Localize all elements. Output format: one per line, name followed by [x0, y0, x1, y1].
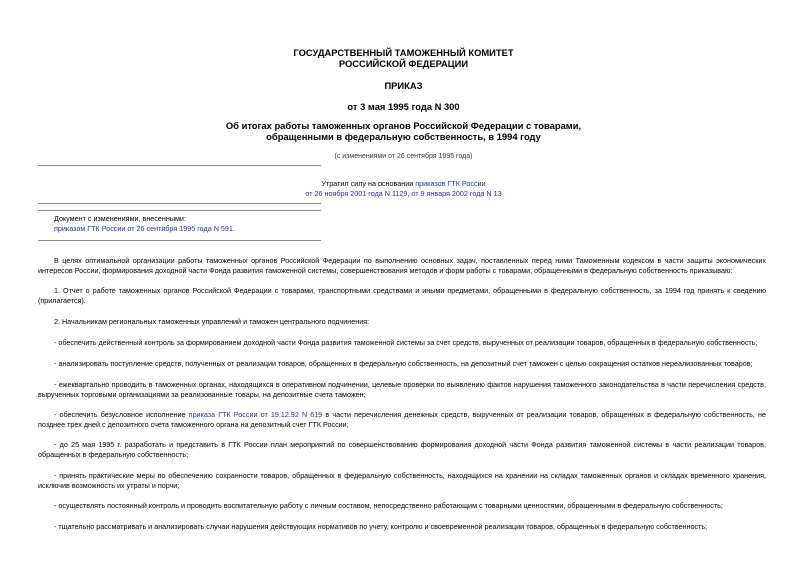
bullet-7: - осуществлять постоянный контроль и проводить воспитательную работу с личным составом, непосредственно работающим с товарными ценностями, обращенными в федеральную собственность; — [54, 501, 723, 510]
divider-3 — [38, 210, 321, 211]
doc-title-line2: обращенными в федеральную собственность, в 1994 году — [266, 131, 541, 142]
divider-2 — [38, 203, 321, 204]
bullet-6: - принять практические меры по обеспечению сохранности товаров, обращенных в федеральную собственность, находящихся на хранении на складах таможенных органов и складах временного хранения, исключив возможность их утраты и порчи; — [38, 471, 766, 490]
order-619-link[interactable]: приказа ГТК России от 19.12.92 N 619 — [188, 410, 323, 419]
bullet-3: - ежеквартально проводить в таможенных органах, находящихся в оперативном подчинении, целевые проверки по выявлению фактов нарушения таможенного законодательства в части перечисления средств, вырученных торговыми организациями за реализованные товары, на депозитные счета таможен; — [38, 380, 766, 399]
bullet-1: - обеспечить действенный контроль за формированием доходной части Фонда развития таможенной системы за счет средств, вырученных от реализации товаров, обращенных в федеральную собственность; — [54, 338, 758, 347]
changes-note: (с изменениями от 26 сентября 1995 года) — [334, 153, 473, 160]
org-name-line2: РОССИЙСКОЙ ФЕДЕРАЦИИ — [338, 58, 469, 69]
paragraph-2: 2. Начальникам региональных таможенных управлений и таможен центрального подчинения: — [54, 317, 370, 326]
doc-title-line1: Об итогах работы таможенных органов Российской Федерации с товарами, — [225, 120, 582, 131]
bullet-4-text: в части перечисления денежных средств, вырученных от реализации товаров, обращенных в федеральную собственность, не позднее трех дней с депозитного счета таможенного органа на депозитный счет ГТК России; — [38, 410, 767, 429]
amended-suffix: . — [232, 224, 235, 233]
bullet-4 — [38, 410, 766, 429]
amended-by — [54, 224, 235, 234]
repeal-status-line2 — [0, 189, 807, 199]
repeal-link-dates[interactable]: от 26 ноября 2001 года N 1129, от 9 января 2002 года N 13 — [305, 189, 502, 198]
bullet-4-prefix: - обеспечить безусловное исполнение — [54, 410, 189, 419]
doc-date: от 3 мая 1995 года N 300 — [347, 101, 460, 112]
repeal-prefix: Утратил силу на основании — [321, 179, 416, 188]
divider-4 — [38, 240, 321, 241]
bullet-2: - анализировать поступление средств, полученных от реализации товаров, обращенных в федеральную собственность, на депозитный счет таможен с целью сокращения остатков нереализованных товаров; — [54, 359, 753, 368]
intro-paragraph: В целях оптимальной организации работы таможенных органов Российской Федерации по выполнению основных задач, поставленных перед ними Таможенным кодексом в части защиты экономических интересов России, формирования доходной части Фонда развития таможенной системы, совершенствования методов и форм работы с товарами, обращенными в федеральную собственность приказываю: — [38, 256, 766, 275]
doc-type: ПРИКАЗ — [384, 80, 423, 91]
bullet-5: - до 25 мая 1995 г. разработать и представить в ГТК России план мероприятий по совершенствованию формирования доходной части Фонда развития таможенной системы в части реализации товаров, обращенных в федеральную собственность; — [38, 440, 766, 459]
org-name-line1: ГОСУДАРСТВЕННЫЙ ТАМОЖЕННЫЙ КОМИТЕТ — [293, 47, 514, 58]
divider-1 — [38, 165, 321, 166]
paragraph-1: 1. Отчет о работе таможенных органов Российской Федерации с товарами, транспортными средствами и иными предметами, обращенными в федеральную собственность, за 1994 год принять к сведению (прилагается). — [38, 286, 766, 305]
repeal-link-orders[interactable]: приказов ГТК России — [415, 179, 486, 188]
amended-label: Документ с изменениями, внесенными: — [54, 214, 186, 223]
bullet-8: - тщательно рассматривать и анализировать случаи нарушения действующих нормативов по учету, контролю и своевременной реализации товаров, обращенных в федеральную собственность; — [54, 522, 708, 531]
repeal-status — [0, 179, 807, 189]
amended-link[interactable]: приказом ГТК России от 26 сентября 1995 года N 591 — [54, 224, 233, 233]
